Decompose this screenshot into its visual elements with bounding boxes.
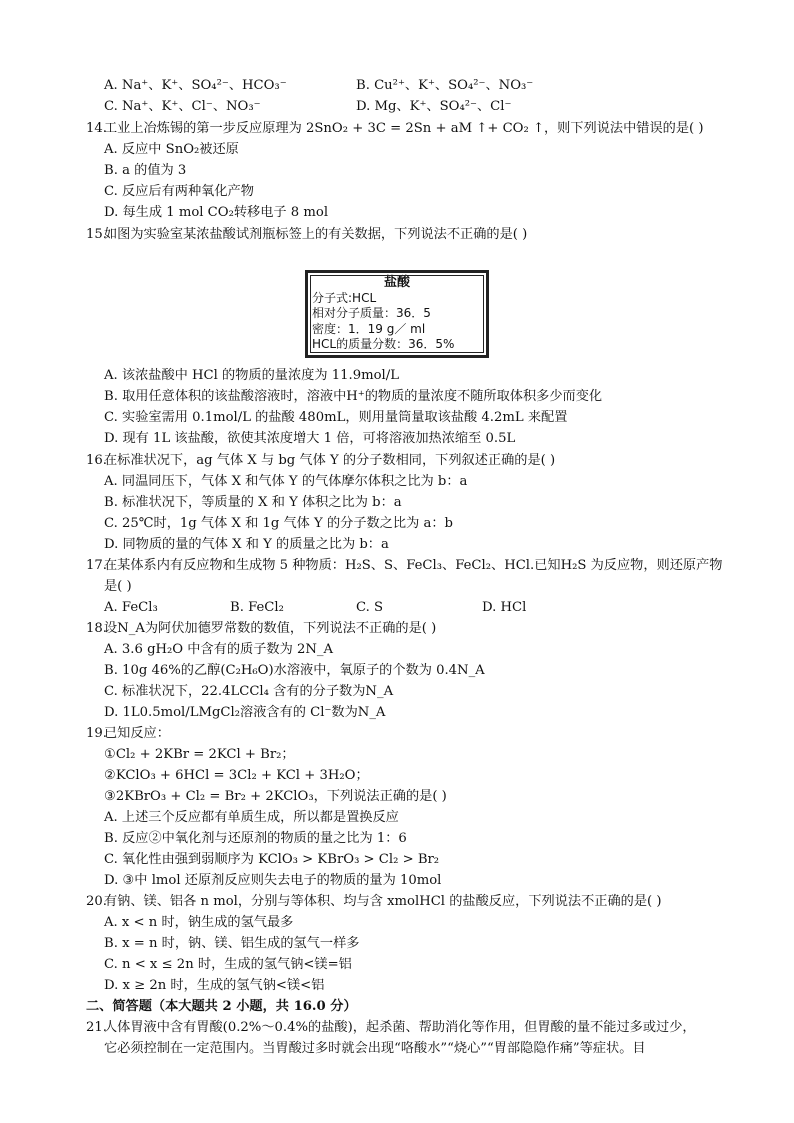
hcl-reagent-label	[305, 270, 489, 358]
q19-reaction-3: ③2KBrO₃ + Cl₂ = Br₂ + 2KClO₃，下列说法正确的是( )	[104, 789, 447, 804]
q17-option-b: B. FeCl₂	[230, 600, 284, 615]
q21-text-line-2: 它必须控制在一定范围内。当胃酸过多时就会出现“咯酸水”“烧心”“胃部隐隐作痛”等症状。目	[104, 1041, 646, 1056]
label-title: 盐酸	[383, 275, 410, 290]
q18-option-c: C. 标准状况下，22.4LCCl₄ 含有的分子数为N_A	[104, 684, 394, 699]
q20-option-c: C. n < x ≤ 2n 时，生成的氢气钠<镁=铝	[104, 957, 352, 972]
q20-option-a: A. x < n 时，钠生成的氢气最多	[104, 915, 294, 930]
q19-number: 19.	[86, 726, 107, 741]
q19-option-d: D. ③中 lmol 还原剂反应则失去电子的物质的量为 10mol	[104, 873, 442, 888]
q17-stem: 在某体系内有反应物和生成物 5 种物质：H₂S、S、FeCl₃、FeCl₂、HCl.已知H₂S 为反应物，则还原产物	[104, 558, 723, 573]
q13-option-b: B. Cu²⁺、K⁺、SO₄²⁻、NO₃⁻	[356, 78, 534, 93]
q15-option-a: A. 该浓盐酸中 HCl 的物质的量浓度为 11.9mol/L	[104, 368, 399, 383]
q18-number: 18.	[86, 621, 107, 636]
q17-number: 17.	[86, 558, 107, 573]
q13-option-c: C. Na⁺、K⁺、Cl⁻、NO₃⁻	[104, 99, 261, 114]
q15-option-c: C. 实验室需用 0.1mol/L 的盐酸 480mL，则用量筒量取该盐酸 4.2mL 来配置	[104, 410, 568, 425]
q14-option-d: D. 每生成 1 mol CO₂转移电子 8 mol	[104, 205, 329, 220]
q16-option-d: D. 同物质的量的气体 X 和 Y 的质量之比为 b：a	[104, 537, 389, 552]
q19-reaction-2: ②KClO₃ + 6HCl = 3Cl₂ + KCl + 3H₂O；	[104, 768, 369, 783]
section-heading: 二、简答题（本大题共 2 小题，共 16.0 分）	[86, 999, 357, 1014]
q15-option-b: B. 取用任意体积的该盐酸溶液时，溶液中H⁺的物质的量浓度不随所取体积多少而变化	[104, 389, 603, 404]
q16-option-b: B. 标准状况下，等质量的 X 和 Y 体积之比为 b：a	[104, 495, 402, 510]
q20-option-b: B. x = n 时，钠、镁、铝生成的氢气一样多	[104, 936, 360, 951]
q19-stem: 已知反应：	[104, 726, 170, 741]
q16-number: 16.	[86, 453, 107, 468]
q18-option-a: A. 3.6 gH₂O 中含有的质子数为 2N_A	[104, 642, 334, 657]
label-density: 密度：1．19 g／ ml	[312, 321, 426, 336]
q19-option-b: B. 反应②中氧化剂与还原剂的物质的量之比为 1：6	[104, 831, 407, 846]
q21-number: 21.	[86, 1020, 107, 1035]
q14-number: 14.	[86, 121, 107, 136]
q19-option-a: A. 上述三个反应都有单质生成，所以都是置换反应	[104, 810, 399, 825]
label-formula: 分子式:HCL	[312, 290, 377, 305]
label-mass-fraction: HCL的质量分数：36．5%	[312, 337, 455, 351]
q15-number: 15.	[86, 227, 107, 242]
q17-stem-cont: 是( )	[104, 579, 132, 594]
q15-option-d: D. 现有 1L 该盐酸，欲使其浓度增大 1 倍，可将溶液加热浓缩至 0.5L	[104, 431, 516, 446]
q16-option-a: A. 同温同压下，气体 X 和气体 Y 的气体摩尔体积之比为 b：a	[104, 474, 468, 489]
q17-option-c: C. S	[356, 600, 384, 615]
q20-stem: 有钠、镁、铝各 n mol，分别与等体积、均与含 xmolHCl 的盐酸反应，下列说法不正确的是( )	[104, 894, 662, 909]
q17-option-d: D. HCl	[482, 600, 527, 615]
q16-stem: 在标准状况下，ag 气体 X 与 bg 气体 Y 的分子数相同，下列叙述正确的是( )	[104, 453, 556, 468]
q18-option-b: B. 10g 46%的乙醇(C₂H₆O)水溶液中，氧原子的个数为 0.4N_A	[104, 663, 485, 678]
q19-option-c: C. 氧化性由强到弱顺序为 KClO₃ > KBrO₃ > Cl₂ > Br₂	[104, 852, 440, 867]
q16-option-c: C. 25℃时，1g 气体 X 和 1g 气体 Y 的分子数之比为 a：b	[104, 516, 453, 531]
q14-option-a: A. 反应中 SnO₂被还原	[104, 142, 239, 157]
q21-text-line-1: 人体胃液中含有胃酸(0.2%～0.4%的盐酸)，起杀菌、帮助消化等作用，但胃酸的量不能过多或过少，	[104, 1020, 696, 1035]
q18-option-d: D. 1L0.5mol/LMgCl₂溶液含有的 Cl⁻数为N_A	[104, 705, 386, 720]
q15-stem: 如图为实验室某浓盐酸试剂瓶标签上的有关数据，下列说法不正确的是( )	[104, 227, 528, 242]
q19-reaction-1: ①Cl₂ + 2KBr = 2KCl + Br₂；	[104, 747, 295, 762]
q13-option-a: A. Na⁺、K⁺、SO₄²⁻、HCO₃⁻	[104, 78, 287, 93]
q18-stem: 设N_A为阿伏加德罗常数的数值，下列说法不正确的是( )	[104, 621, 437, 636]
label-molar-mass: 相对分子质量：36．5	[312, 306, 431, 320]
q14-stem: 工业上冶炼锡的第一步反应原理为 2SnO₂ + 3C = 2Sn + aM ↑+ CO₂ ↑，则下列说法中错误的是( )	[104, 121, 704, 136]
q20-option-d: D. x ≥ 2n 时，生成的氢气钠<镁<铝	[104, 978, 325, 993]
q14-option-c: C. 反应后有两种氧化产物	[104, 184, 254, 199]
q14-option-b: B. a 的值为 3	[104, 163, 187, 178]
q13-option-d: D. Mg、K⁺、SO₄²⁻、Cl⁻	[356, 99, 512, 114]
q20-number: 20.	[86, 894, 107, 909]
q17-option-a: A. FeCl₃	[104, 600, 158, 615]
